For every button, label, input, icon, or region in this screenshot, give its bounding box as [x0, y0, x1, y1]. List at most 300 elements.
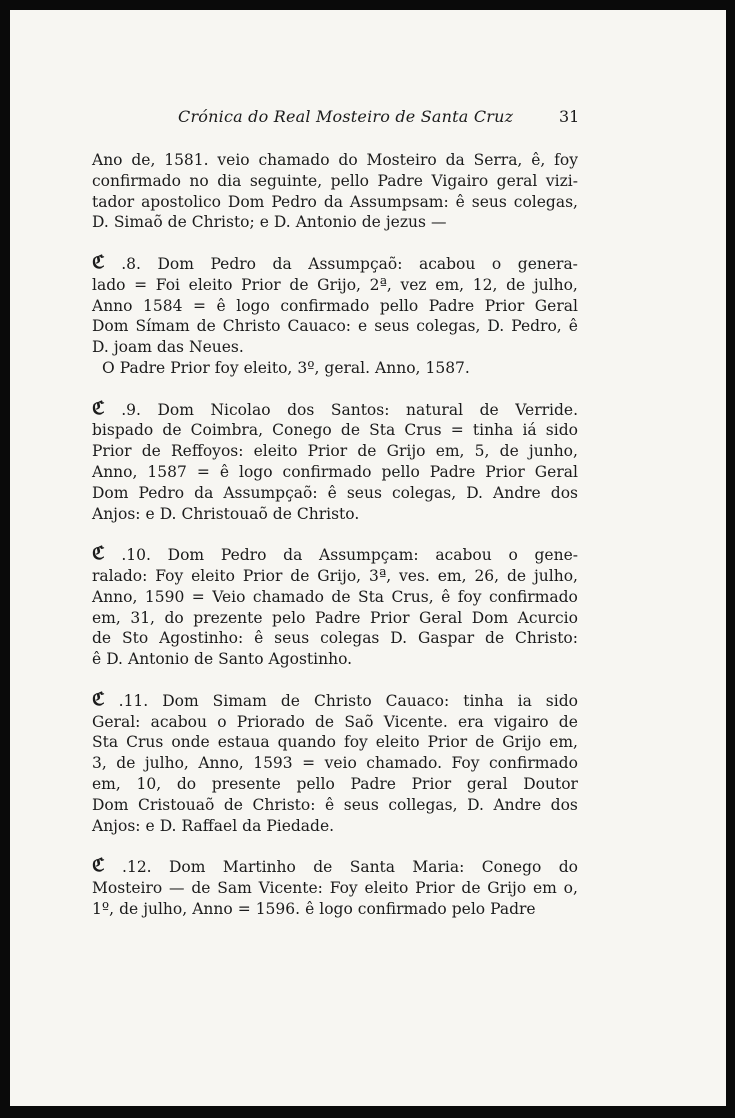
word: e	[145, 504, 155, 523]
word: Geral	[534, 462, 578, 481]
word: .8.	[121, 254, 141, 273]
text-line	[92, 857, 578, 878]
document-page	[10, 10, 726, 1106]
word: dos	[550, 483, 578, 502]
word: ê	[219, 462, 230, 481]
word: logo	[319, 899, 353, 918]
word: Sta	[369, 421, 396, 440]
word: em,	[92, 774, 121, 793]
word: Veio	[212, 587, 246, 606]
word: de	[315, 712, 335, 731]
text-line	[92, 337, 578, 358]
word: Dom	[227, 192, 265, 211]
word: Geral:	[92, 712, 141, 731]
word: 26,	[474, 566, 500, 585]
text-line	[92, 316, 578, 337]
word: Dom	[157, 400, 194, 419]
word: Simam	[212, 691, 267, 710]
word: foy	[214, 358, 239, 377]
word: D.	[159, 504, 177, 523]
paragraph-gap	[92, 670, 578, 691]
word: Foy	[329, 878, 358, 897]
word: Dom	[92, 795, 129, 814]
word: de	[475, 733, 495, 752]
word: Acurcio	[517, 608, 578, 627]
word: de	[506, 566, 527, 585]
word: Dom	[92, 483, 129, 502]
word: Vicente:	[258, 878, 323, 897]
word: collegas,	[388, 795, 458, 814]
text-line	[92, 628, 578, 649]
word: Cristouaõ	[138, 795, 215, 814]
text-line	[92, 251, 578, 275]
word: Maria:	[412, 858, 465, 877]
text-line	[92, 899, 578, 920]
text-line	[92, 212, 578, 233]
paragraph-mark-icon: ℭ	[92, 397, 105, 419]
word: de	[119, 899, 139, 918]
text-line	[92, 441, 578, 462]
word: Dom	[162, 691, 199, 710]
word: Padre	[428, 296, 475, 315]
word: de	[479, 400, 499, 419]
word: Prior	[484, 296, 525, 315]
paragraph	[92, 688, 578, 837]
word: =	[193, 296, 207, 315]
text-line	[92, 192, 578, 213]
word: Conego	[481, 858, 542, 877]
word: tinha	[463, 691, 504, 710]
paragraph-gap	[92, 379, 578, 400]
text-line	[92, 753, 578, 774]
word: Assumpçaõ:	[308, 254, 403, 273]
word: Foy	[155, 566, 184, 585]
word: D.	[273, 213, 291, 232]
word: Grijo	[487, 878, 527, 897]
word: o	[217, 712, 227, 731]
word: D.	[159, 816, 177, 835]
word: de	[558, 712, 578, 731]
word: 1590	[144, 587, 185, 606]
word: genera-	[517, 254, 578, 273]
running-title: Crónica do Real Mosteiro de Santa Cruz	[178, 107, 514, 126]
word: Anjos:	[92, 504, 141, 523]
word: Pedro	[210, 254, 257, 273]
text-line	[92, 712, 578, 733]
word: pello	[381, 462, 420, 481]
text-line	[92, 483, 578, 504]
word: onde	[171, 733, 210, 752]
word: Assumpçaõ:	[223, 483, 318, 502]
running-header	[10, 107, 726, 133]
word: eleito	[188, 275, 233, 294]
word: Anno,	[92, 462, 138, 481]
word: Andre	[493, 483, 541, 502]
word: Cauaco:	[287, 317, 352, 336]
word: Foy	[451, 754, 480, 773]
word: Prior	[242, 566, 283, 585]
word: Piedade.	[266, 816, 335, 835]
word: chamado	[258, 151, 330, 169]
word: Grijo	[386, 442, 426, 461]
word: geral	[466, 774, 508, 793]
word: Priorado	[236, 712, 305, 731]
word: .9.	[121, 400, 141, 419]
word: logo	[239, 462, 273, 481]
word: da	[272, 254, 292, 273]
word: o	[508, 546, 518, 565]
word: 3,	[92, 754, 107, 773]
word: julho,	[143, 899, 188, 918]
word: quando	[277, 733, 336, 752]
word: Prior	[307, 442, 348, 461]
word: Neues.	[189, 338, 244, 357]
word: ê	[92, 650, 102, 669]
paragraph-mark-icon: ℭ	[92, 688, 105, 710]
word: Gaspar	[417, 629, 475, 648]
word: Assumpsam:	[349, 192, 449, 211]
word: Christo:	[515, 629, 578, 648]
word: ê,	[531, 151, 546, 169]
word: 10,	[136, 774, 162, 793]
text-line	[92, 732, 578, 753]
word: do	[558, 858, 578, 877]
word: tinha	[472, 421, 514, 440]
word: Verride.	[515, 400, 578, 419]
word: dos	[550, 795, 578, 814]
word: confirmado	[280, 296, 370, 315]
word: Anno,	[198, 754, 244, 773]
word: de	[357, 442, 377, 461]
word: Grijo,	[317, 275, 361, 294]
word: .11.	[118, 691, 149, 710]
word: de	[499, 442, 519, 461]
word: veio	[217, 151, 250, 169]
text-line	[92, 462, 578, 483]
word: gene-	[534, 546, 578, 565]
word: em	[532, 878, 557, 897]
text-line	[92, 587, 578, 608]
word: Dom	[92, 317, 129, 336]
word: veio	[324, 754, 357, 773]
word: da	[242, 816, 262, 835]
word: de	[280, 691, 300, 710]
word: Coimbra,	[190, 421, 264, 440]
word: natural	[406, 400, 464, 419]
word: ê	[455, 192, 465, 211]
word: Geral	[534, 296, 578, 315]
word: das	[156, 338, 185, 357]
word: de	[116, 754, 136, 773]
word: pello	[379, 296, 419, 315]
word: de	[485, 629, 505, 648]
word: Pedro	[271, 192, 317, 211]
word: Geral	[419, 608, 463, 627]
word: em,	[437, 566, 467, 585]
word: —	[430, 213, 447, 232]
word: em,	[92, 608, 121, 627]
word: colegas	[320, 629, 380, 648]
word: de	[141, 442, 161, 461]
word: Christo;	[191, 213, 255, 232]
word: seus	[343, 795, 379, 814]
word: de	[92, 629, 112, 648]
word: Sta	[357, 587, 385, 606]
word: ê	[441, 587, 451, 606]
word: julho,	[533, 566, 578, 585]
paragraph	[92, 545, 578, 670]
word: Antonio	[128, 650, 190, 669]
word: Martinho	[222, 858, 296, 877]
text-line	[92, 171, 578, 192]
word: Anno,	[375, 358, 421, 377]
text-line	[92, 878, 578, 899]
text-line	[92, 608, 578, 629]
word: Mosteiro	[366, 151, 437, 169]
word: no	[189, 171, 209, 190]
word: dia	[217, 171, 242, 190]
paragraph	[92, 150, 578, 233]
word: Crus	[126, 733, 164, 752]
word: Sto	[122, 629, 149, 648]
text-line	[92, 358, 578, 379]
word: ê	[325, 795, 335, 814]
text-line	[92, 397, 578, 421]
word: Prior	[411, 774, 452, 793]
word: Prior	[241, 275, 281, 294]
word: Prior	[415, 878, 455, 897]
word: Pedro,	[511, 317, 562, 336]
word: =	[191, 587, 205, 606]
word: de	[191, 878, 211, 897]
word: ia	[517, 691, 532, 710]
word: vigairo	[494, 712, 549, 731]
text-line	[92, 275, 578, 296]
word: da	[323, 192, 343, 211]
word: de	[290, 566, 310, 585]
word: Prior	[485, 462, 525, 481]
word: chamado.	[366, 754, 443, 773]
word: Santos:	[330, 400, 390, 419]
word: ê	[327, 483, 337, 502]
word: Assumpçam:	[319, 546, 419, 565]
word: acabou	[150, 712, 207, 731]
text-line	[92, 795, 578, 816]
word: confirmado	[92, 171, 181, 190]
text-line	[92, 649, 578, 670]
word: D.	[92, 338, 109, 357]
word: seus	[274, 629, 310, 648]
word: de	[361, 213, 381, 232]
word: .10.	[121, 546, 151, 565]
word: =	[302, 754, 316, 773]
word: Anno,	[92, 587, 138, 606]
word: geral.	[324, 358, 371, 377]
word: .12.	[122, 858, 152, 877]
word: ê	[568, 317, 578, 336]
word: pello	[296, 774, 335, 793]
word: Christo	[313, 691, 372, 710]
word: de	[196, 317, 216, 336]
word: Santa	[349, 858, 396, 877]
word: de	[313, 858, 333, 877]
word: Agostinho.	[268, 650, 353, 669]
word: Christo.	[296, 504, 360, 523]
word: em,	[549, 733, 578, 752]
word: era	[457, 712, 484, 731]
word: de	[194, 650, 214, 669]
word: 1º,	[92, 899, 115, 918]
paragraph	[92, 857, 578, 919]
word: apostolico	[141, 192, 221, 211]
text-line	[92, 296, 578, 317]
word: Prior	[427, 733, 468, 752]
word: ralado:	[92, 566, 148, 585]
word: colegas,	[513, 192, 578, 211]
word: pelo	[272, 608, 306, 627]
word: 3º,	[297, 358, 320, 377]
word: acabou	[418, 254, 476, 273]
text-line	[92, 504, 578, 525]
word: =	[134, 275, 148, 294]
word: seguinte,	[249, 171, 323, 190]
word: vez	[400, 275, 427, 294]
word: Sam	[217, 878, 252, 897]
word: confirmado	[282, 462, 372, 481]
word: 1584	[143, 296, 183, 315]
word: da	[283, 546, 303, 565]
word: —	[169, 878, 185, 897]
word: Dom	[167, 546, 205, 565]
word: bispado	[92, 421, 154, 440]
word: 12,	[472, 275, 498, 294]
word: ê	[254, 629, 264, 648]
word: Simaõ	[113, 213, 163, 232]
word: e	[259, 213, 269, 232]
word: iá	[522, 421, 537, 440]
word: Prior	[369, 608, 410, 627]
word: de	[167, 213, 187, 232]
word: confirmado	[357, 899, 447, 918]
word: D.	[467, 795, 484, 814]
paragraph	[92, 397, 578, 525]
word: junho,	[528, 442, 578, 461]
word: O	[102, 358, 115, 377]
paragraph-gap	[92, 233, 578, 254]
word: de	[340, 421, 361, 440]
word: Pedro	[138, 483, 185, 502]
word: da	[445, 151, 465, 169]
word: Serra,	[473, 151, 523, 169]
word: 1596.	[255, 899, 301, 918]
body-text	[92, 150, 578, 919]
page-number: 31	[559, 107, 580, 126]
word: =	[237, 899, 251, 918]
word: 31,	[130, 608, 155, 627]
word: =	[450, 421, 464, 440]
word: Pedro	[220, 546, 267, 565]
word: Símam	[135, 317, 190, 336]
word: D.	[390, 629, 408, 648]
word: pelo	[451, 899, 486, 918]
word: de	[461, 878, 481, 897]
word: presente	[211, 774, 281, 793]
word: geral	[496, 171, 538, 190]
word: Prior	[170, 358, 210, 377]
word: o,	[563, 878, 578, 897]
word: Dom	[168, 858, 206, 877]
word: dos	[287, 400, 315, 419]
word: 2ª,	[369, 275, 392, 294]
word: confirmado	[488, 754, 578, 773]
word: seus	[471, 192, 507, 211]
word: vizi-	[545, 171, 578, 190]
word: Padre	[490, 899, 536, 918]
word: Dom	[471, 608, 509, 627]
word: Dom	[157, 254, 194, 273]
word: e	[358, 317, 368, 336]
paragraph-mark-icon: ℭ	[92, 251, 105, 273]
word: =	[196, 462, 210, 481]
word: Antonio	[295, 213, 357, 232]
word: confirmado	[488, 587, 578, 606]
word: 5,	[474, 442, 490, 461]
word: em,	[435, 442, 465, 461]
paragraph-mark-icon: ℭ	[92, 855, 105, 877]
word: eleito	[191, 566, 235, 585]
word: prezente	[193, 608, 263, 627]
word: Sta	[92, 733, 119, 752]
word: foy	[343, 733, 368, 752]
word: Padre	[350, 774, 396, 793]
word: de	[272, 504, 292, 523]
word: 1581.	[164, 151, 209, 169]
paragraph	[92, 251, 578, 358]
word: Crus,	[391, 587, 434, 606]
word: seus	[374, 317, 410, 336]
word: Prior	[92, 442, 132, 461]
word: Ano	[92, 151, 123, 169]
text-line	[92, 774, 578, 795]
word: D.	[106, 650, 123, 669]
word: Conego	[272, 421, 332, 440]
word: do	[176, 774, 197, 793]
word: Saõ	[344, 712, 374, 731]
word: Padre	[314, 608, 361, 627]
word: sido	[545, 421, 578, 440]
word: D.	[92, 213, 109, 232]
word: 1593	[253, 754, 293, 773]
word: Cauaco:	[385, 691, 450, 710]
text-line	[92, 566, 578, 587]
word: chamado	[252, 587, 324, 606]
word: Padre	[119, 358, 166, 377]
word: do	[164, 608, 184, 627]
word: D.	[487, 317, 505, 336]
word: foy	[554, 151, 578, 169]
word: de	[162, 421, 182, 440]
text-line	[92, 150, 578, 171]
word: julho,	[144, 754, 189, 773]
word: do	[338, 151, 358, 169]
word: colegas,	[416, 317, 481, 336]
word: Padre	[429, 462, 476, 481]
word: Padre	[377, 171, 423, 190]
word: Reffoyos:	[171, 442, 244, 461]
word: 1587	[147, 462, 187, 481]
word: Foi	[155, 275, 180, 294]
word: eleito,	[243, 358, 293, 377]
